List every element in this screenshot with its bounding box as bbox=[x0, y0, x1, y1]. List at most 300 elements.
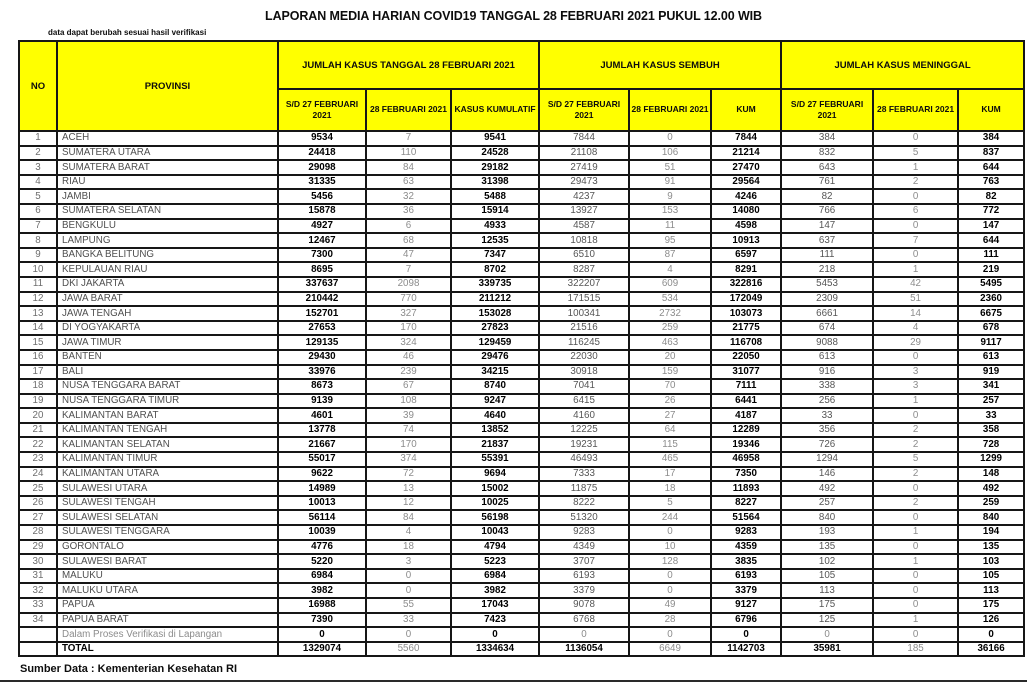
cell-value: 613 bbox=[781, 350, 873, 365]
cell-no: 26 bbox=[19, 496, 57, 511]
cell-value: 7 bbox=[873, 233, 958, 248]
cell-value: 135 bbox=[958, 540, 1024, 555]
cell-value: 0 bbox=[873, 219, 958, 234]
cell-value: 106 bbox=[629, 146, 711, 161]
cell-value: 9117 bbox=[958, 335, 1024, 350]
cell-value: 7350 bbox=[711, 467, 781, 482]
cell-value: 341 bbox=[958, 379, 1024, 394]
cell-value: 9283 bbox=[711, 525, 781, 540]
cell-value: 7844 bbox=[711, 131, 781, 146]
cell-value: 9088 bbox=[781, 335, 873, 350]
table-row bbox=[19, 306, 1024, 321]
cell-value: 1 bbox=[873, 525, 958, 540]
cell-value: 8740 bbox=[451, 379, 539, 394]
cell-value: 172049 bbox=[711, 292, 781, 307]
cell-provinsi: BALI bbox=[57, 365, 278, 380]
cell-provinsi: KALIMANTAN BARAT bbox=[57, 408, 278, 423]
cell-no: 33 bbox=[19, 598, 57, 613]
cell-value: 3982 bbox=[451, 583, 539, 598]
cell-no: 27 bbox=[19, 510, 57, 525]
page-title: LAPORAN MEDIA HARIAN COVID19 TANGGAL 28 FEBRUARI 2021 PUKUL 12.00 WIB bbox=[265, 9, 762, 23]
cell-value: 0 bbox=[873, 540, 958, 555]
cell-value: 91 bbox=[629, 175, 711, 190]
cell-value: 0 bbox=[629, 131, 711, 146]
cell-value: 126 bbox=[958, 613, 1024, 628]
cell-value: 637 bbox=[781, 233, 873, 248]
cell-value: 832 bbox=[781, 146, 873, 161]
cell-value: 10025 bbox=[451, 496, 539, 511]
cell-value: 6675 bbox=[958, 306, 1024, 321]
col-header-provinsi: PROVINSI bbox=[57, 41, 278, 131]
cell-value: 9622 bbox=[278, 467, 366, 482]
table-row bbox=[19, 554, 1024, 569]
cell-value: 147 bbox=[781, 219, 873, 234]
cell-value: 6649 bbox=[629, 642, 711, 657]
cell-value: 21667 bbox=[278, 437, 366, 452]
cell-value: 256 bbox=[781, 394, 873, 409]
cell-value: 5495 bbox=[958, 277, 1024, 292]
table-row bbox=[19, 525, 1024, 540]
cell-provinsi: ACEH bbox=[57, 131, 278, 146]
cell-value: 84 bbox=[366, 160, 451, 175]
cell-value: 128 bbox=[629, 554, 711, 569]
cell-provinsi: JAWA TENGAH bbox=[57, 306, 278, 321]
cell-value: 374 bbox=[366, 452, 451, 467]
cell-value: 6796 bbox=[711, 613, 781, 628]
cell-value: 6510 bbox=[539, 248, 629, 263]
cell-value: 21516 bbox=[539, 321, 629, 336]
cell-value: 0 bbox=[629, 627, 711, 642]
cell-value: 613 bbox=[958, 350, 1024, 365]
table-row bbox=[19, 379, 1024, 394]
table-row bbox=[19, 146, 1024, 161]
cell-value: 12 bbox=[366, 496, 451, 511]
table-row bbox=[19, 292, 1024, 307]
cell-value: 175 bbox=[958, 598, 1024, 613]
table-row bbox=[19, 248, 1024, 263]
cell-value: 5453 bbox=[781, 277, 873, 292]
cell-value: 1294 bbox=[781, 452, 873, 467]
cell-value: 8287 bbox=[539, 262, 629, 277]
cell-value: 5 bbox=[873, 452, 958, 467]
cell-value: 87 bbox=[629, 248, 711, 263]
cell-value: 840 bbox=[958, 510, 1024, 525]
cell-value: 15878 bbox=[278, 204, 366, 219]
cell-value: 129135 bbox=[278, 335, 366, 350]
cell-value: 13778 bbox=[278, 423, 366, 438]
cell-value: 29 bbox=[873, 335, 958, 350]
cell-value: 110 bbox=[366, 146, 451, 161]
cell-value: 10039 bbox=[278, 525, 366, 540]
cell-value: 9694 bbox=[451, 467, 539, 482]
cell-value: 36166 bbox=[958, 642, 1024, 657]
cell-value: 2 bbox=[873, 175, 958, 190]
cell-value: 29098 bbox=[278, 160, 366, 175]
table-row bbox=[19, 321, 1024, 336]
cell-value: 194 bbox=[958, 525, 1024, 540]
cell-no: 32 bbox=[19, 583, 57, 598]
cell-value: 0 bbox=[629, 583, 711, 598]
cell-value: 105 bbox=[958, 569, 1024, 584]
cell-value: 678 bbox=[958, 321, 1024, 336]
cell-value: 7390 bbox=[278, 613, 366, 628]
cell-value: 4187 bbox=[711, 408, 781, 423]
col-header-no: NO bbox=[19, 41, 57, 131]
cell-value: 358 bbox=[958, 423, 1024, 438]
cell-value: 12467 bbox=[278, 233, 366, 248]
cell-value: 763 bbox=[958, 175, 1024, 190]
cell-value: 3835 bbox=[711, 554, 781, 569]
table-row bbox=[19, 262, 1024, 277]
cell-value: 4598 bbox=[711, 219, 781, 234]
cell-value: 0 bbox=[873, 569, 958, 584]
cell-value: 2732 bbox=[629, 306, 711, 321]
cell-value: 6597 bbox=[711, 248, 781, 263]
cell-value: 0 bbox=[873, 408, 958, 423]
table-row bbox=[19, 160, 1024, 175]
cell-value: 322816 bbox=[711, 277, 781, 292]
table-row bbox=[19, 452, 1024, 467]
cell-value: 0 bbox=[873, 248, 958, 263]
cell-value: 102 bbox=[781, 554, 873, 569]
cell-value: 0 bbox=[873, 510, 958, 525]
cell-value: 72 bbox=[366, 467, 451, 482]
cell-value: 3 bbox=[366, 554, 451, 569]
cell-value: 609 bbox=[629, 277, 711, 292]
cell-value: 7 bbox=[366, 262, 451, 277]
cell-value: 95 bbox=[629, 233, 711, 248]
cell-value: 4160 bbox=[539, 408, 629, 423]
cell-no: 5 bbox=[19, 189, 57, 204]
subcol-sembuh-28feb: 28 FEBRUARI 2021 bbox=[629, 89, 711, 131]
cell-no: 25 bbox=[19, 481, 57, 496]
cell-value: 7111 bbox=[711, 379, 781, 394]
cell-value: 185 bbox=[873, 642, 958, 657]
cell-value: 2 bbox=[873, 467, 958, 482]
cell-value: 20 bbox=[629, 350, 711, 365]
cell-value: 16988 bbox=[278, 598, 366, 613]
cell-value: 22030 bbox=[539, 350, 629, 365]
cell-value: 9247 bbox=[451, 394, 539, 409]
cell-value: 6661 bbox=[781, 306, 873, 321]
cell-value: 46493 bbox=[539, 452, 629, 467]
cell-value: 4359 bbox=[711, 540, 781, 555]
cell-provinsi: BANGKA BELITUNG bbox=[57, 248, 278, 263]
cell-value: 14080 bbox=[711, 204, 781, 219]
cell-value: 1334634 bbox=[451, 642, 539, 657]
cell-provinsi: KEPULAUAN RIAU bbox=[57, 262, 278, 277]
cell-value: 1299 bbox=[958, 452, 1024, 467]
cell-value: 1142703 bbox=[711, 642, 781, 657]
cell-value: 33 bbox=[958, 408, 1024, 423]
cell-provinsi: JAMBI bbox=[57, 189, 278, 204]
table-row bbox=[19, 496, 1024, 511]
cell-provinsi: SULAWESI SELATAN bbox=[57, 510, 278, 525]
cell-value: 27823 bbox=[451, 321, 539, 336]
cell-value: 4794 bbox=[451, 540, 539, 555]
cell-no: 14 bbox=[19, 321, 57, 336]
cell-value: 339735 bbox=[451, 277, 539, 292]
group-header-meninggal: JUMLAH KASUS MENINGGAL bbox=[781, 41, 1024, 89]
cell-value: 3379 bbox=[539, 583, 629, 598]
cell-value: 0 bbox=[366, 627, 451, 642]
cell-value: 4640 bbox=[451, 408, 539, 423]
source-footer: Sumber Data : Kementerian Kesehatan RI bbox=[20, 663, 238, 675]
cell-value: 103 bbox=[958, 554, 1024, 569]
cell-value: 21775 bbox=[711, 321, 781, 336]
cell-value: 29182 bbox=[451, 160, 539, 175]
cell-value: 1 bbox=[873, 160, 958, 175]
cell-value: 29564 bbox=[711, 175, 781, 190]
cell-value: 19231 bbox=[539, 437, 629, 452]
cell-value: 152701 bbox=[278, 306, 366, 321]
cell-no: 2 bbox=[19, 146, 57, 161]
cell-value: 1 bbox=[873, 394, 958, 409]
cell-value: 153 bbox=[629, 204, 711, 219]
cell-value: 5456 bbox=[278, 189, 366, 204]
table-row bbox=[19, 613, 1024, 628]
cell-value: 1 bbox=[873, 613, 958, 628]
cell-value: 111 bbox=[958, 248, 1024, 263]
cell-value: 6768 bbox=[539, 613, 629, 628]
subcol-sembuh-sd27: S/D 27 FEBRUARI 2021 bbox=[539, 89, 629, 131]
cell-value: 6984 bbox=[451, 569, 539, 584]
cell-value: 766 bbox=[781, 204, 873, 219]
cell-value: 244 bbox=[629, 510, 711, 525]
cell-value: 9 bbox=[629, 189, 711, 204]
cell-value: 46958 bbox=[711, 452, 781, 467]
cell-value: 17043 bbox=[451, 598, 539, 613]
cell-value: 125 bbox=[781, 613, 873, 628]
bottom-divider bbox=[0, 680, 1027, 682]
cell-value: 2 bbox=[873, 423, 958, 438]
cell-value: 22050 bbox=[711, 350, 781, 365]
cell-value: 12289 bbox=[711, 423, 781, 438]
cell-value: 84 bbox=[366, 510, 451, 525]
cell-value: 4 bbox=[366, 525, 451, 540]
cell-value: 0 bbox=[873, 583, 958, 598]
subcol-meninggal-sd27: S/D 27 FEBRUARI 2021 bbox=[781, 89, 873, 131]
subcol-sembuh-kum: KUM bbox=[711, 89, 781, 131]
verification-row bbox=[19, 627, 1024, 642]
subcol-kasus-28feb: 28 FEBRUARI 2021 bbox=[366, 89, 451, 131]
table-row bbox=[19, 189, 1024, 204]
cell-value: 67 bbox=[366, 379, 451, 394]
cell-value: 2098 bbox=[366, 277, 451, 292]
cell-no: 3 bbox=[19, 160, 57, 175]
cell-value: 115 bbox=[629, 437, 711, 452]
cell-value: 68 bbox=[366, 233, 451, 248]
cell-value: 6193 bbox=[711, 569, 781, 584]
cell-value: 0 bbox=[873, 131, 958, 146]
cell-provinsi: KALIMANTAN SELATAN bbox=[57, 437, 278, 452]
cell-value: 9127 bbox=[711, 598, 781, 613]
cell-no bbox=[19, 642, 57, 657]
table-row bbox=[19, 583, 1024, 598]
cell-value: 327 bbox=[366, 306, 451, 321]
cell-value: 4587 bbox=[539, 219, 629, 234]
cell-value: 239 bbox=[366, 365, 451, 380]
cell-value: 356 bbox=[781, 423, 873, 438]
cell-no: 1 bbox=[19, 131, 57, 146]
cell-value: 17 bbox=[629, 467, 711, 482]
cell-value: 33976 bbox=[278, 365, 366, 380]
cell-value: 103073 bbox=[711, 306, 781, 321]
cell-value: 100341 bbox=[539, 306, 629, 321]
cell-value: 14989 bbox=[278, 481, 366, 496]
cell-value: 0 bbox=[451, 627, 539, 642]
cell-value: 15002 bbox=[451, 481, 539, 496]
cell-value: 56198 bbox=[451, 510, 539, 525]
cell-value: 7 bbox=[366, 131, 451, 146]
cell-value: 6441 bbox=[711, 394, 781, 409]
table-header bbox=[19, 41, 1024, 131]
cell-value: 0 bbox=[873, 481, 958, 496]
cell-value: 4246 bbox=[711, 189, 781, 204]
table-row bbox=[19, 335, 1024, 350]
cell-value: 0 bbox=[629, 525, 711, 540]
cell-value: 772 bbox=[958, 204, 1024, 219]
cell-value: 148 bbox=[958, 467, 1024, 482]
cell-value: 135 bbox=[781, 540, 873, 555]
table-row bbox=[19, 394, 1024, 409]
cell-value: 13 bbox=[366, 481, 451, 496]
cell-value: 31077 bbox=[711, 365, 781, 380]
cell-provinsi: JAWA BARAT bbox=[57, 292, 278, 307]
cell-value: 0 bbox=[711, 627, 781, 642]
cell-value: 82 bbox=[958, 189, 1024, 204]
verification-note: data dapat berubah sesuai hasil verifikasi bbox=[48, 28, 207, 37]
cell-value: 170 bbox=[366, 321, 451, 336]
cell-value: 35981 bbox=[781, 642, 873, 657]
cell-value: 9078 bbox=[539, 598, 629, 613]
cell-value: 0 bbox=[873, 350, 958, 365]
cell-value: 0 bbox=[873, 189, 958, 204]
cell-value: 175 bbox=[781, 598, 873, 613]
cell-no: 11 bbox=[19, 277, 57, 292]
cell-value: 728 bbox=[958, 437, 1024, 452]
cell-value: 10 bbox=[629, 540, 711, 555]
cell-value: 8222 bbox=[539, 496, 629, 511]
cell-value: 29476 bbox=[451, 350, 539, 365]
cell-value: 257 bbox=[781, 496, 873, 511]
cell-value: 5220 bbox=[278, 554, 366, 569]
cell-provinsi: MALUKU bbox=[57, 569, 278, 584]
cell-value: 13852 bbox=[451, 423, 539, 438]
cell-value: 5488 bbox=[451, 189, 539, 204]
cell-value: 171515 bbox=[539, 292, 629, 307]
cell-value: 4 bbox=[629, 262, 711, 277]
cell-value: 338 bbox=[781, 379, 873, 394]
cell-provinsi: GORONTALO bbox=[57, 540, 278, 555]
cell-no: 13 bbox=[19, 306, 57, 321]
cell-value: 31335 bbox=[278, 175, 366, 190]
cell-no: 34 bbox=[19, 613, 57, 628]
table-row bbox=[19, 408, 1024, 423]
header-group-row bbox=[19, 41, 1024, 89]
cell-no: 4 bbox=[19, 175, 57, 190]
cell-value: 129459 bbox=[451, 335, 539, 350]
table-row bbox=[19, 569, 1024, 584]
cell-provinsi: BANTEN bbox=[57, 350, 278, 365]
cell-value: 534 bbox=[629, 292, 711, 307]
cell-value: 29473 bbox=[539, 175, 629, 190]
cell-value: 322207 bbox=[539, 277, 629, 292]
cell-value: 8695 bbox=[278, 262, 366, 277]
cell-no: 21 bbox=[19, 423, 57, 438]
cell-no bbox=[19, 627, 57, 642]
cell-value: 7333 bbox=[539, 467, 629, 482]
table-row bbox=[19, 204, 1024, 219]
cell-value: 27419 bbox=[539, 160, 629, 175]
cell-provinsi: JAWA TIMUR bbox=[57, 335, 278, 350]
cell-value: 146 bbox=[781, 467, 873, 482]
cell-value: 7844 bbox=[539, 131, 629, 146]
cell-value: 11893 bbox=[711, 481, 781, 496]
cell-value: 6415 bbox=[539, 394, 629, 409]
cell-no: 16 bbox=[19, 350, 57, 365]
cell-value: 0 bbox=[366, 569, 451, 584]
cell-value: 14 bbox=[873, 306, 958, 321]
cell-value: 7423 bbox=[451, 613, 539, 628]
cell-value: 51564 bbox=[711, 510, 781, 525]
cell-provinsi: PAPUA BARAT bbox=[57, 613, 278, 628]
cell-no: 9 bbox=[19, 248, 57, 263]
cell-value: 0 bbox=[958, 627, 1024, 642]
total-row bbox=[19, 642, 1024, 657]
cell-value: 159 bbox=[629, 365, 711, 380]
cell-value: 105 bbox=[781, 569, 873, 584]
subcol-kasus-sd27: S/D 27 FEBRUARI 2021 bbox=[278, 89, 366, 131]
cell-value: 170 bbox=[366, 437, 451, 452]
cell-value: 5 bbox=[873, 146, 958, 161]
cell-value: 761 bbox=[781, 175, 873, 190]
cell-no: 23 bbox=[19, 452, 57, 467]
table-row bbox=[19, 365, 1024, 380]
cell-value: 4776 bbox=[278, 540, 366, 555]
table-row bbox=[19, 481, 1024, 496]
table-row bbox=[19, 131, 1024, 146]
cell-provinsi: NUSA TENGGARA BARAT bbox=[57, 379, 278, 394]
cell-value: 8702 bbox=[451, 262, 539, 277]
cell-value: 4601 bbox=[278, 408, 366, 423]
cell-value: 4237 bbox=[539, 189, 629, 204]
cell-value: 219 bbox=[958, 262, 1024, 277]
cell-value: 674 bbox=[781, 321, 873, 336]
cell-value: 384 bbox=[781, 131, 873, 146]
cell-value: 10043 bbox=[451, 525, 539, 540]
cell-value: 5560 bbox=[366, 642, 451, 657]
cell-value: 55 bbox=[366, 598, 451, 613]
group-header-kasus: JUMLAH KASUS TANGGAL 28 FEBRUARI 2021 bbox=[278, 41, 539, 89]
cell-no: 17 bbox=[19, 365, 57, 380]
cell-value: 15914 bbox=[451, 204, 539, 219]
cell-value: 116245 bbox=[539, 335, 629, 350]
cell-value: 770 bbox=[366, 292, 451, 307]
cell-value: 7347 bbox=[451, 248, 539, 263]
cell-provinsi: TOTAL bbox=[57, 642, 278, 657]
table-row bbox=[19, 277, 1024, 292]
cell-value: 3982 bbox=[278, 583, 366, 598]
cell-provinsi: PAPUA bbox=[57, 598, 278, 613]
cell-value: 13927 bbox=[539, 204, 629, 219]
table-row bbox=[19, 510, 1024, 525]
cell-value: 55017 bbox=[278, 452, 366, 467]
cell-value: 51320 bbox=[539, 510, 629, 525]
cell-value: 30918 bbox=[539, 365, 629, 380]
cell-value: 32 bbox=[366, 189, 451, 204]
cell-value: 6193 bbox=[539, 569, 629, 584]
